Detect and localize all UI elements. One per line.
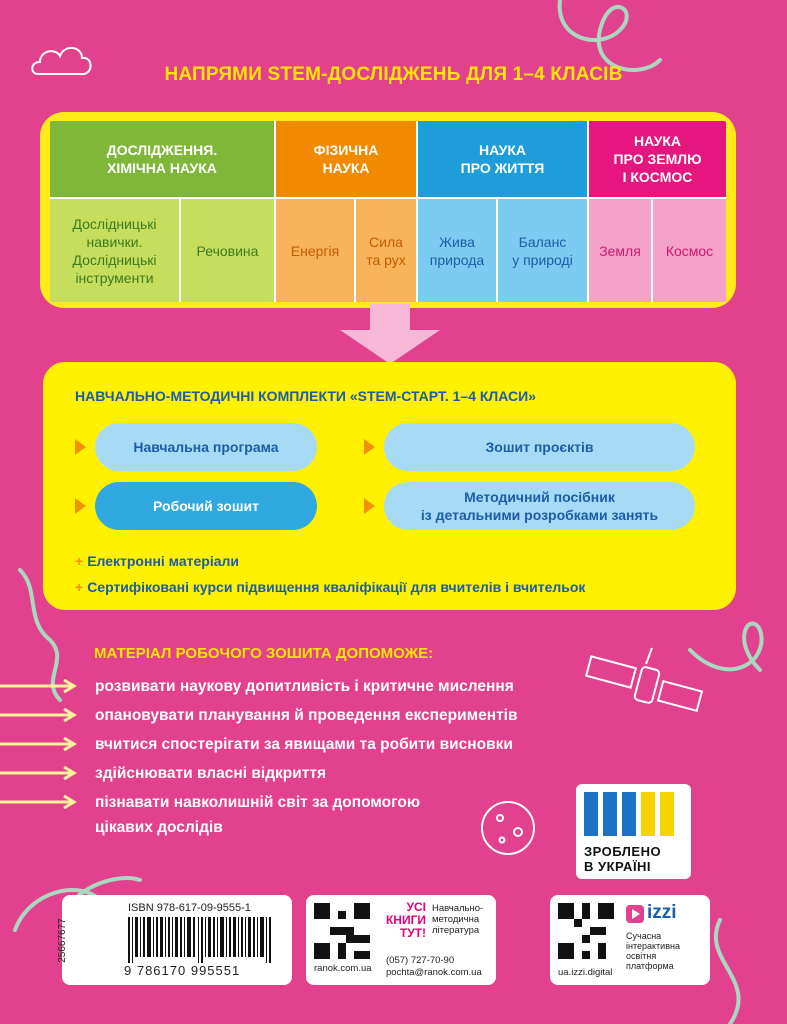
help-item: вчитися спостерігати за явищами та робити висновки [95,736,513,753]
header-life-science: НАУКА ПРО ЖИТТЯ [418,121,587,197]
workbook-pill: Робочий зошит [95,482,317,530]
header-earth-space: НАУКА ПРО ЗЕМЛЮ І КОСМОС [589,121,726,197]
ranok-promo: УСІ КНИГИ ТУТ! [385,900,426,940]
orange-arrow-icon [364,498,375,514]
curriculum-pill: Навчальна програма [95,423,317,471]
page-title: НАПРЯМИ STEM-ДОСЛІДЖЕНЬ ДЛЯ 1–4 КЛАСІВ [164,64,623,85]
ranok-phone: (057) 727-70-90 [386,955,455,966]
made-in-ukraine-badge [576,784,691,879]
yellow-arrow-icon [0,708,80,722]
down-arrow-icon [330,304,450,366]
sub-nature-balance: Баланс у природі [498,199,587,302]
izzi-logo: izzi [647,902,677,923]
yellow-arrow-icon [0,766,80,780]
izzi-play-icon [626,905,644,923]
help-item: пізнавати навколишній світ за допомогою цікавих дослідів [95,794,421,836]
ukraine-flag-bars-icon [584,792,684,836]
orange-arrow-icon [75,498,86,514]
yellow-arrow-icon [0,795,80,809]
kit-title: НАВЧАЛЬНО-МЕТОДИЧНІ КОМПЛЕКТИ «STEM-СТАРТ. 1–4 КЛАСИ» [75,388,536,404]
help-item: здійснювати власні відкриття [95,765,327,782]
qr-code-icon [314,903,370,959]
barcode-icon [128,917,278,963]
ranok-email: pochta@ranok.com.ua [386,967,482,978]
sub-research-skills: Дослідницькі навички. Дослідницькі інструменти [50,199,179,302]
header-research-chemistry: ДОСЛІДЖЕННЯ. ХІМІЧНА НАУКА [50,121,274,197]
teacher-manual-pill: Методичний посібник із детальними розробками занять [384,482,695,530]
orange-arrow-icon [75,439,86,455]
sub-earth: Земля [589,199,651,302]
izzi-site: ua.izzi.digital [558,967,613,978]
help-item: розвивати наукову допитливість і критичне мислення [95,678,514,695]
header-physics: ФІЗИЧНА НАУКА [276,121,416,197]
stem-directions-table [50,121,726,302]
ranok-category: Навчально- методична література [432,903,484,936]
extra-electronic: + Електронні матеріали [75,553,240,569]
help-title: МАТЕРІАЛ РОБОЧОГО ЗОШИТА ДОПОМОЖЕ: [94,645,434,662]
qr-code-icon [558,903,614,959]
barcode-side-digits: 25667677 [56,918,68,963]
orange-arrow-icon [364,439,375,455]
sub-force-motion: Сила та рух [356,199,416,302]
made-in-ukraine-line1: ЗРОБЛЕНО [584,844,662,859]
yellow-arrow-icon [0,679,80,693]
sub-space: Космос [653,199,726,302]
projects-workbook-pill: Зошит проєктів [384,423,695,471]
yellow-arrow-icon [0,737,80,751]
ranok-site: ranok.com.ua [314,963,372,974]
sub-wildlife: Жива природа [418,199,496,302]
sub-energy: Енергія [276,199,354,302]
barcode-digits: 9 786170 995551 [124,963,241,978]
made-in-ukraine-line2: В УКРАЇНІ [584,859,652,874]
extra-courses: + Сертифіковані курси підвищення кваліфікації для вчителів і вчительок [75,579,586,595]
help-item: опановувати планування й проведення експериментів [95,707,518,724]
isbn-text: ISBN 978-617-09-9555-1 [128,902,251,914]
ranok-box [306,895,496,985]
izzi-description: Сучасна інтерактивна освітня платформа [626,931,680,971]
barcode-box [56,895,292,985]
sub-matter: Речовина [181,199,274,302]
izzi-box [550,895,710,985]
